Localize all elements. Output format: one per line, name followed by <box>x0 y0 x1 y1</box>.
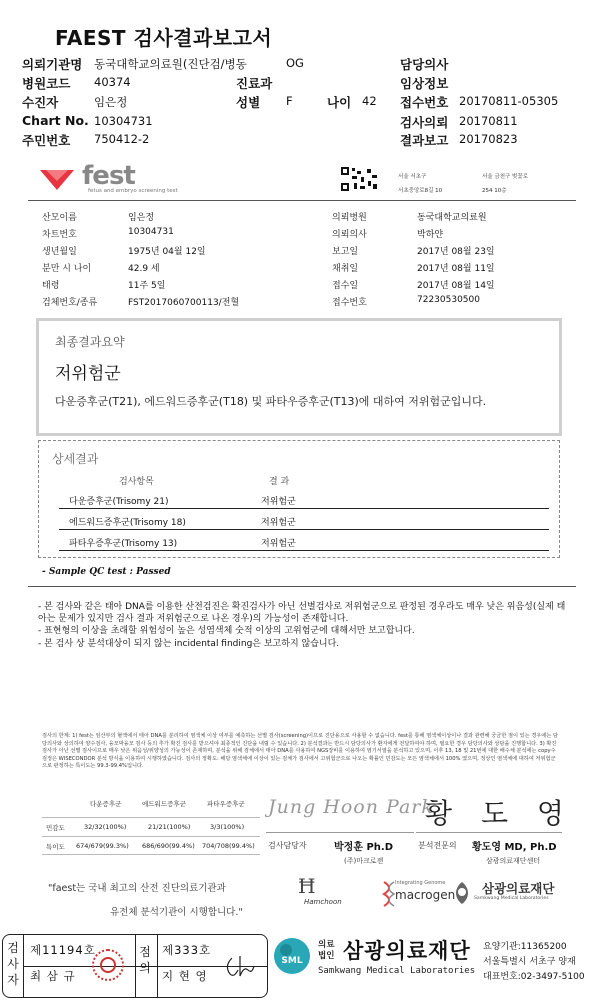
inspector-license: 제11194호 <box>30 943 96 957</box>
patient-value: 동국대학교의료원 <box>417 213 487 223</box>
label-referring-org: 의뢰기관명 <box>22 57 83 72</box>
patient-label: 태령 <box>42 281 60 291</box>
stat-header: 파타우증후군 <box>207 800 245 808</box>
stat-cell: 21/21(100%) <box>148 823 191 831</box>
table-row <box>59 491 549 509</box>
stat-header: 다운증후군 <box>90 800 122 808</box>
stat-cell: 3/3(100%) <box>210 823 245 831</box>
detail-item: 에드워드증후군(Trisomy 18) <box>69 518 186 528</box>
org-name: 삼광의료재단 <box>343 939 471 963</box>
detail-col-item: 검사항목 <box>119 477 154 487</box>
analyst-role: 분석전문의 <box>418 841 457 850</box>
summary-result: 저위험군 <box>55 364 121 384</box>
label-doctor: 담당의사 <box>400 57 449 72</box>
patient-value: 10304731 <box>128 227 174 237</box>
label-request-date: 검사의뢰 <box>400 115 449 130</box>
inspector-name: 박정훈 Ph.D <box>334 842 394 853</box>
tagline-1: "faest는 국내 최고의 산전 진단의료기관과 <box>48 883 226 894</box>
reviewer-label: 점의 <box>139 945 151 975</box>
label-clinical-info: 임상정보 <box>400 76 449 91</box>
table-row <box>42 817 260 836</box>
qc-status: - Sample QC test : Passed <box>42 567 171 577</box>
note-item: - 본 검사와 같은 태아 DNA를 이용한 산전검진은 확진검사가 아닌 선별검사로 저위험군으로 판정된 경우라도 매우 낮은 위음성(실제 태아는 문제가 있지만 검사 결과 저위험군으로 나온 경우)의 가능성이 존재합니다. <box>38 602 566 624</box>
value-report-date: 20170823 <box>459 132 518 146</box>
fine-print: 검사의 한계: 1) fest는 임산부의 혈액에서 태아 DNA를 분리하여 염색체 이상 여부를 예측하는 선별 검사(screening)이므로 진단용으로 사용할 수 없습니다. fest를 통해 염색체이상이나 결과 관련해 궁금한 점이 있는 경우에는 담당의사와 상의하여 양수검사, 융모막융모 검사 등의 추가 확진 검사를 받으셔야 최종적인 진단을 내릴 수 있습니다. 2) 분석결과는 반드시 담당의사가 환자에게 전달하여야 하며, 필요한 경우 담당의사와 상담을 진행합니다. 3) 확진검사가 아닌 선별 검사이므로 매우 낮은 위음성/위양성의 가능성이 존재하며, 분석을 위해 검체에서 태아 DNA를 사용하여 NGS장비를 이용하여 염기서열을 분석하고 있으며, 이후 13, 18 및 21번에 대한 배수체 분석에는 copy수 검정은 WISECONDOR 분석 방식을 이용하여 시행하였습니다. 검사의 정확도: 해당 염색체에 이상이 있는 검체가 검사에서 고위험군으로 나오는 확률인 민감도는 모든 염색체에서 100% 였으며, 정상인 염색체에 대하여 저위험군으로 판정하는 특이도는 99.3-99.4%입니다. <box>42 733 559 770</box>
label-department: 진료과 <box>236 76 273 91</box>
macrogen-logo: macrogen <box>395 888 456 902</box>
fest-chevron-icon <box>40 170 74 192</box>
divider <box>28 200 576 201</box>
patient-value: 2017년 08월 23일 <box>417 247 495 257</box>
stat-label: 민감도 <box>46 824 65 832</box>
signature-park: Jung Hoon Park <box>268 796 434 818</box>
patient-label: 의뢰의사 <box>332 230 367 240</box>
reviewer-signature <box>222 952 256 982</box>
patient-value: 72230530500 <box>417 295 480 305</box>
report-title: FAEST 검사결과보고서 <box>55 26 273 50</box>
label-hospital-code: 병원코드 <box>22 76 71 91</box>
org-address: 서울특별시 서초구 양재 <box>483 957 576 967</box>
tagline-2: 유전체 분석기관이 시행합니다." <box>110 907 243 918</box>
label-chart-no: Chart No. <box>22 113 89 128</box>
org-english-name: Samkwang Medical Laboratories <box>318 966 476 976</box>
value-receipt-no: 20170811-05305 <box>459 94 559 108</box>
hamchoon-logo: Hamchoon <box>304 898 342 906</box>
detail-col-result: 결 과 <box>269 477 290 487</box>
signature-line <box>266 832 414 833</box>
fest-logo-sub: fetus and embryo screening test <box>88 188 178 194</box>
patient-label: 검체번호/종류 <box>42 298 98 308</box>
detail-result: 저위험군 <box>261 539 296 549</box>
notes <box>38 602 568 652</box>
value-request-date: 20170811 <box>459 114 518 128</box>
patient-label: 접수일 <box>332 281 359 291</box>
inspector-org: (주)마크로젠 <box>344 857 384 865</box>
addr-line-1: 서울 서초구 <box>398 174 427 180</box>
patient-value: 2017년 08월 14일 <box>417 281 495 291</box>
addr-line-3: 서울 금천구 벚꽃로 <box>482 174 529 180</box>
inspector-role: 검사담당자 <box>268 841 307 850</box>
note-item: - 본 검사 상 분석대상이 되지 않는 incidental finding은 보고하지 않습니다. <box>38 639 340 650</box>
value-patient: 임은정 <box>94 95 128 109</box>
samkwang-sub: Samkwang Medical Laboratories <box>474 896 549 901</box>
note-item: - 표현형의 이상을 초래할 위험성이 높은 성염색체 숫적 이상의 고위험군에 대해서만 보고합니다. <box>38 626 415 637</box>
patient-value: 임은정 <box>128 213 155 223</box>
value-ward: OG <box>286 56 304 70</box>
patient-label: 접수번호 <box>332 298 367 308</box>
analyst-name: 황도영 MD, Ph.D <box>472 842 557 853</box>
patient-label: 보고일 <box>332 247 359 257</box>
analyst-org: 삼광의료재단센터 <box>486 857 541 865</box>
inspector-label: 검사자 <box>7 941 19 987</box>
patient-label: 채취일 <box>332 264 359 274</box>
label-resident-no: 주민번호 <box>22 133 71 148</box>
svg-text:SML: SML <box>281 956 303 966</box>
inspector-stamp-name: 최 삼 규 <box>30 969 76 983</box>
fest-logo: fest <box>82 161 135 191</box>
macrogen-sub: Integrating Genome <box>395 880 446 886</box>
table-row <box>59 512 549 530</box>
patient-value: 2017년 08월 11일 <box>417 264 495 274</box>
patient-label: 분만 시 나이 <box>42 264 92 274</box>
value-sex: F <box>286 94 293 108</box>
reviewer-license: 제333호 <box>162 943 212 957</box>
value-chart-no: 10304731 <box>94 114 153 128</box>
detail-result: 저위험군 <box>261 518 296 528</box>
summary-title: 최종결과요약 <box>55 335 125 349</box>
table-row <box>42 836 260 855</box>
label-patient: 수진자 <box>22 95 59 110</box>
patient-label: 산모이름 <box>42 213 77 223</box>
patient-value: 1975년 04월 12일 <box>128 247 206 257</box>
org-code: 요양기관:11365200 <box>483 942 567 952</box>
table-row <box>59 533 549 551</box>
value-age: 42 <box>362 94 377 108</box>
detail-box <box>38 440 560 558</box>
patient-value: FST2017060700113/전혈 <box>128 298 240 308</box>
org-type-line: 법인 <box>318 951 335 961</box>
hamchoon-h-icon: Ħ <box>298 874 316 898</box>
samkwang-emblem-icon <box>452 880 472 906</box>
signature-line <box>416 832 562 833</box>
patient-value: 11주 5일 <box>128 281 166 291</box>
stat-cell: 704/708(99.4%) <box>202 842 255 850</box>
label-age: 나이 <box>327 95 352 110</box>
value-hospital-code: 40374 <box>94 75 131 89</box>
stat-cell: 674/679(99.3%) <box>76 842 129 850</box>
summary-description: 다운증후군(T21), 에드워드증후군(T18) 및 파타우증후군(T13)에 대하여 저위험군입니다. <box>55 395 487 408</box>
addr-line-2: 서초중앙로8길 10 <box>398 188 443 194</box>
samkwang-logo: 삼광의료재단 <box>482 881 555 896</box>
label-sex: 성별 <box>236 95 261 110</box>
detail-result: 저위험군 <box>261 497 296 507</box>
org-phone: 대표번호:02-3497-5100 <box>483 972 585 982</box>
patient-label: 의뢰병원 <box>332 213 367 223</box>
addr-line-4: 254 10층 <box>482 188 507 194</box>
detail-item: 다운증후군(Trisomy 21) <box>69 497 169 507</box>
patient-label: 차트번호 <box>42 230 77 240</box>
org-type <box>318 940 334 962</box>
org-type-line: 의료 <box>318 940 335 950</box>
sml-logo-icon <box>272 936 312 976</box>
qr-code-icon <box>341 167 379 191</box>
patient-label: 생년월일 <box>42 247 77 257</box>
value-resident-no: 750412-2 <box>94 132 150 146</box>
stat-cell: 32/32(100%) <box>84 823 127 831</box>
detail-title: 상세결과 <box>52 452 99 466</box>
red-seal-icon <box>92 949 124 981</box>
patient-value: 42.9 세 <box>128 264 160 274</box>
label-report-date: 결과보고 <box>400 133 449 148</box>
divider <box>28 586 576 587</box>
reviewer-stamp-name: 지 현 영 <box>162 969 208 983</box>
detail-item: 파타우증후군(Trisomy 13) <box>69 539 178 549</box>
label-receipt-no: 접수번호 <box>400 95 449 110</box>
signature-hwang: 황 도 영 <box>425 797 574 830</box>
stat-header: 에드워드증후군 <box>142 800 186 808</box>
stat-cell: 686/690(99.4%) <box>142 842 195 850</box>
stat-label: 특이도 <box>46 843 65 851</box>
summary-box <box>36 318 562 436</box>
value-referring-org: 동국대학교의료원(진단검/병동 <box>94 57 247 71</box>
patient-value: 박하얀 <box>417 230 444 240</box>
